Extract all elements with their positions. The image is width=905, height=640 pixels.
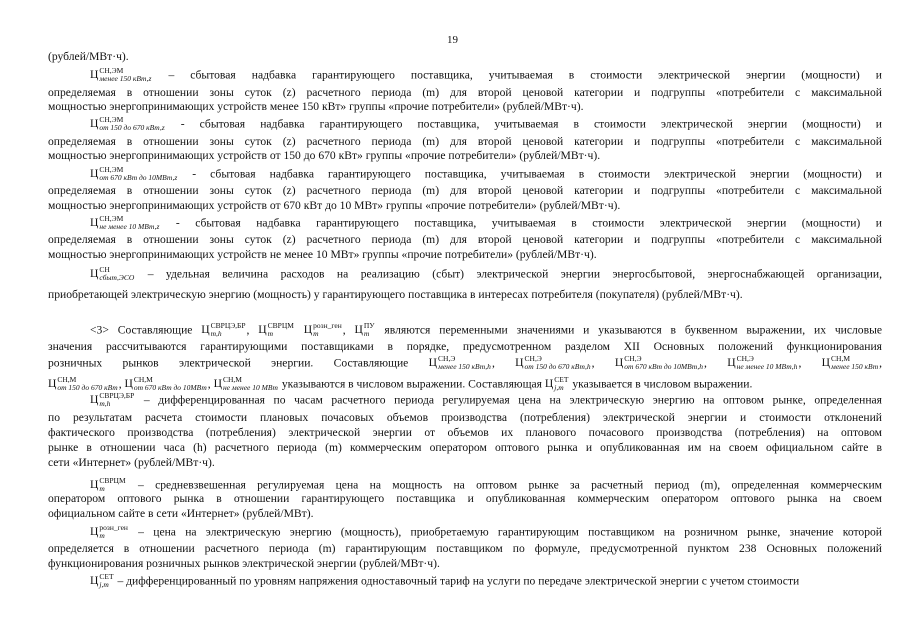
superscript: СН,ЭМ	[99, 115, 124, 124]
text-run: рынке в отношении часа (h) расчетного периода (m) коммерческим оператором оптового рынка и опубликованная им на своем официальном сайте в	[48, 441, 882, 454]
text-run: ,	[591, 356, 615, 370]
subscript: m	[363, 329, 370, 338]
text-run: - сбытовая надбавка гарантирующего поставщика, учитываемая в стоимости электрической энергии (мощности) и	[178, 167, 882, 181]
text-run: – дифференцированная по часам расчетного периода регулируемая цена на электрическую энергию на оптовом рынке, определенная	[135, 393, 882, 407]
superscript: СН,М	[133, 375, 153, 384]
superscript: ПУ	[363, 321, 375, 330]
subscript: от 150 до 670 кВт	[57, 383, 118, 392]
symbol-indices	[268, 322, 294, 338]
symbol-indices	[211, 322, 246, 338]
text-run: ,	[342, 323, 355, 337]
text-run: сети «Интернет» (рублей/МВт·ч).	[48, 456, 215, 469]
formula-symbol	[90, 393, 135, 406]
symbol-indices	[134, 376, 207, 392]
subscript: от 670 кВт до 10МВт	[133, 383, 207, 392]
symbol-indices	[737, 355, 798, 371]
text-line	[48, 376, 752, 392]
symbol-base: Ц	[544, 377, 554, 391]
text-run	[295, 323, 304, 336]
text-run: являются переменными значениями и указываются в буквенном выражении, их числовые	[375, 323, 883, 337]
symbol-indices	[223, 376, 278, 392]
text-line	[90, 477, 882, 493]
text-run: определяемая в отношении зоны суток (z) расчетного периода (m) для второй ценовой категории и подгруппы «потребители с максимальной	[48, 233, 882, 246]
text-run: мощностью энергопринимающих устройств от 670 кВт до 10 МВт» группы «прочие потребители» (рублей/МВт·ч).	[48, 199, 621, 212]
text-line	[48, 542, 882, 556]
symbol-indices	[99, 524, 128, 540]
formula-symbol	[515, 356, 592, 369]
text-line	[48, 340, 882, 354]
superscript: СН,М	[831, 354, 851, 363]
text-line	[48, 50, 129, 64]
symbol-base: Ц	[515, 356, 524, 370]
symbol-indices	[99, 266, 134, 282]
symbol-indices	[57, 376, 117, 392]
text-run: определяемая в отношении зоны суток (z) расчетного периода (m) для второй ценовой категории и подгруппы «потребители с максимальной	[48, 86, 882, 99]
symbol-base: Ц	[90, 574, 99, 588]
text-line	[48, 288, 743, 302]
symbol-base: Ц	[90, 216, 99, 230]
formula-symbol	[615, 356, 704, 369]
symbol-indices	[99, 477, 125, 493]
text-run: ,	[879, 356, 883, 370]
superscript: СН,Э	[624, 354, 642, 363]
symbol-base: Ц	[201, 323, 210, 337]
text-line	[48, 557, 440, 571]
formula-symbol	[90, 525, 129, 538]
symbol-base: Ц	[90, 525, 99, 539]
page-number: 19	[447, 34, 458, 46]
subscript: не менее 10 МВт,z	[99, 222, 160, 231]
text-line	[90, 524, 882, 540]
symbol-base: Ц	[90, 68, 99, 82]
symbol-base: Ц	[213, 377, 222, 391]
symbol-base: Ц	[428, 356, 438, 370]
text-line	[90, 116, 882, 132]
text-line	[48, 149, 600, 163]
text-run: функционирования розничных рынков электрической энергии (рублей/МВт·ч).	[48, 557, 440, 570]
text-run: – средневзвешенная регулируемая цена на мощность на оптовом рынке за расчетный период (m), определенная коммерческим	[126, 478, 882, 492]
formula-symbol	[429, 356, 492, 369]
subscript: не менее 10 МВт	[222, 383, 278, 392]
formula-symbol	[727, 356, 798, 369]
formula-symbol	[90, 117, 166, 130]
symbol-indices	[99, 392, 134, 408]
superscript: СВРЦМ	[99, 476, 126, 485]
text-run: – дифференцированный по уровням напряжения одноставочный тариф на услуги по передаче электрической энергии с учетом стоимости	[114, 574, 800, 588]
text-line	[48, 507, 313, 521]
text-run: <3> Составляющие	[90, 323, 202, 337]
superscript: СН,Э	[524, 354, 542, 363]
formula-symbol	[201, 323, 246, 336]
text-line	[48, 355, 882, 371]
text-run: значения рассчитываются гарантирующими поставщиками в порядке, предусмотренном разделом XII Основных положений функционирования	[48, 340, 882, 353]
text-run: оператором оптового рынка в отношении гарантирующего поставщика и опубликованная коммерческим оператором оптового рынка на своем	[48, 492, 882, 505]
text-line	[90, 266, 882, 282]
text-run: – удельная величина расходов на реализацию (сбыт) электрической энергии энергосбытовой, энергоснабжающей организации,	[135, 267, 882, 281]
symbol-base: Ц	[48, 377, 57, 391]
text-line	[90, 392, 882, 408]
subscript: менее 150 кВт	[831, 362, 879, 371]
subscript: m,h	[99, 399, 111, 408]
text-run: розничных рынков электрической энергии. Составляющие	[48, 356, 429, 370]
text-run: – сбытовая надбавка гарантирующего поставщика, учитываемая в стоимости электрической энергии (мощности) и	[152, 68, 882, 82]
text-run: мощностью энергопринимающих устройств не менее 10 МВт» группы «прочие потребители» (рублей/МВт·ч).	[48, 248, 597, 261]
subscript: от 150 до 670 кВт,z	[99, 123, 165, 132]
text-run: ,	[704, 356, 728, 370]
formula-symbol	[90, 267, 135, 280]
superscript: СЕТ	[554, 375, 569, 384]
text-line	[90, 573, 799, 589]
text-run: - сбытовая надбавка гарантирующего поставщика, учитываемая в стоимости электрической энергии (мощности) и	[160, 216, 882, 230]
text-line	[48, 456, 215, 470]
symbol-indices	[313, 322, 342, 338]
symbol-indices	[99, 215, 159, 231]
text-run: фактического производства (потребления) электрической энергии от объемов их планового почасового производства (потребления) на оптовом	[48, 426, 882, 439]
text-run: (рублей/МВт·ч).	[48, 50, 129, 63]
text-run: мощностью энергопринимающих устройств от 150 до 670 кВт» группы «прочие потребители» (рублей/МВт·ч).	[48, 149, 601, 162]
formula-symbol	[304, 323, 343, 336]
subscript: сбыт,ЭСО	[99, 273, 135, 282]
text-run: указывается в числовом выражении.	[569, 377, 753, 391]
subscript: m	[267, 329, 274, 338]
text-line	[90, 166, 882, 182]
superscript: СН,М	[222, 375, 242, 384]
superscript: СВРЦМ	[267, 321, 294, 330]
superscript: СН,ЭМ	[99, 214, 124, 223]
text-line	[48, 248, 597, 262]
text-line	[48, 441, 882, 455]
symbol-base: Ц	[90, 117, 99, 131]
formula-symbol	[90, 167, 178, 180]
symbol-base: Ц	[124, 377, 133, 391]
text-line	[90, 67, 882, 83]
text-run: по результатам расчета стоимости плановых почасовых объемов производства (потребления) электрической энергии и стоимости отклонений	[48, 411, 882, 424]
text-line	[48, 135, 882, 149]
symbol-base: Ц	[258, 323, 267, 337]
superscript: СЕТ	[99, 572, 114, 581]
symbol-indices	[99, 573, 113, 589]
text-run: ,	[491, 356, 516, 370]
symbol-base: Ц	[614, 356, 624, 370]
subscript: не менее 10 МВт,h	[736, 362, 798, 371]
superscript: СВРЦЭ,БР	[99, 391, 135, 400]
symbol-base: Ц	[90, 267, 99, 281]
text-run: определяемая в отношении зоны суток (z) расчетного периода (m) для второй ценовой категории и подгруппы «потребители с максимальной	[48, 135, 882, 148]
text-line	[48, 411, 882, 425]
subscript: менее 150 кВт,h	[438, 362, 491, 371]
formula-symbol	[545, 377, 570, 390]
symbol-base: Ц	[303, 323, 313, 337]
subscript: менее 150 кВт,z	[99, 74, 152, 83]
text-run: ,	[207, 377, 214, 391]
text-line	[48, 492, 882, 506]
symbol-base: Ц	[90, 167, 99, 181]
text-run: мощностью энергопринимающих устройств менее 150 кВт» группы «прочие потребители» (рублей/МВт·ч).	[48, 100, 584, 113]
symbol-base: Ц	[821, 356, 831, 370]
symbol-indices	[554, 376, 568, 392]
symbol-indices	[99, 116, 164, 132]
formula-symbol	[822, 356, 879, 369]
subscript: m	[99, 484, 105, 493]
symbol-base: Ц	[727, 356, 736, 370]
subscript: m	[99, 531, 105, 540]
text-line	[48, 100, 583, 114]
symbol-base: Ц	[90, 478, 99, 492]
symbol-indices	[624, 355, 703, 371]
text-run: определяемая в отношении зоны суток (z) расчетного периода (m) для второй ценовой категории и подгруппы «потребители с максимальной	[48, 184, 882, 197]
superscript: розн_ген	[313, 321, 342, 330]
text-line	[48, 184, 882, 198]
text-run: ,	[118, 377, 125, 391]
text-run: официальном сайте в сети «Интернет» (рублей/МВт).	[48, 507, 314, 520]
formula-symbol	[258, 323, 295, 336]
symbol-indices	[364, 322, 375, 338]
subscript: от 670 кВт до 10МВт,h	[624, 362, 703, 371]
formula-symbol	[124, 377, 207, 390]
superscript: СН,Э	[736, 354, 754, 363]
superscript: СН,М	[57, 375, 77, 384]
text-run: – цена на электрическую энергию (мощность), приобретаемую гарантирующим поставщиком на розничном рынке, значение которой	[128, 525, 882, 539]
symbol-indices	[525, 355, 591, 371]
superscript: СН	[99, 265, 110, 274]
formula-symbol	[354, 323, 375, 336]
formula-symbol	[90, 574, 115, 587]
text-line	[90, 215, 882, 231]
text-run: ,	[246, 323, 259, 337]
subscript: от 670 кВт до 10МВт,z	[99, 173, 178, 182]
superscript: СН,ЭМ	[99, 66, 124, 75]
formula-symbol	[90, 68, 152, 81]
text-run: приобретающей электрическую энергию (мощность) у гарантирующего поставщика в интересах потребителя (покупателя) (рублей/МВт·ч).	[48, 288, 743, 301]
subscript: m	[313, 329, 319, 338]
formula-symbol	[214, 377, 279, 390]
symbol-indices	[438, 355, 491, 371]
formula-symbol	[90, 216, 160, 229]
text-line	[48, 233, 882, 247]
text-line	[48, 86, 882, 100]
text-line	[48, 199, 620, 213]
superscript: СН,ЭМ	[99, 165, 124, 174]
formula-symbol	[48, 377, 119, 390]
text-line	[48, 426, 882, 440]
superscript: СН,Э	[438, 354, 456, 363]
symbol-indices	[99, 166, 177, 182]
text-run: указываются в числовом выражении. Составляющая	[278, 377, 545, 391]
subscript: j,m	[554, 383, 564, 392]
superscript: СВРЦЭ,БР	[210, 321, 246, 330]
text-line	[90, 322, 882, 338]
symbol-base: Ц	[354, 323, 363, 337]
text-run: определяется в отношении расчетного периода (m) гарантирующим поставщиком по формуле, предусмотренной пунктом 238 Основных положений	[48, 542, 882, 555]
subscript: от 150 до 670 кВт,h	[524, 362, 591, 371]
subscript: m,h	[210, 329, 222, 338]
text-run: ,	[798, 356, 822, 370]
symbol-indices	[831, 355, 878, 371]
formula-symbol	[90, 478, 127, 491]
subscript: j,m	[99, 580, 109, 589]
text-run: - сбытовая надбавка гарантирующего поставщика, учитываемая в стоимости электрической энергии (мощности) и	[165, 117, 882, 131]
symbol-base: Ц	[90, 393, 99, 407]
symbol-indices	[99, 67, 151, 83]
superscript: розн_ген	[99, 523, 128, 532]
